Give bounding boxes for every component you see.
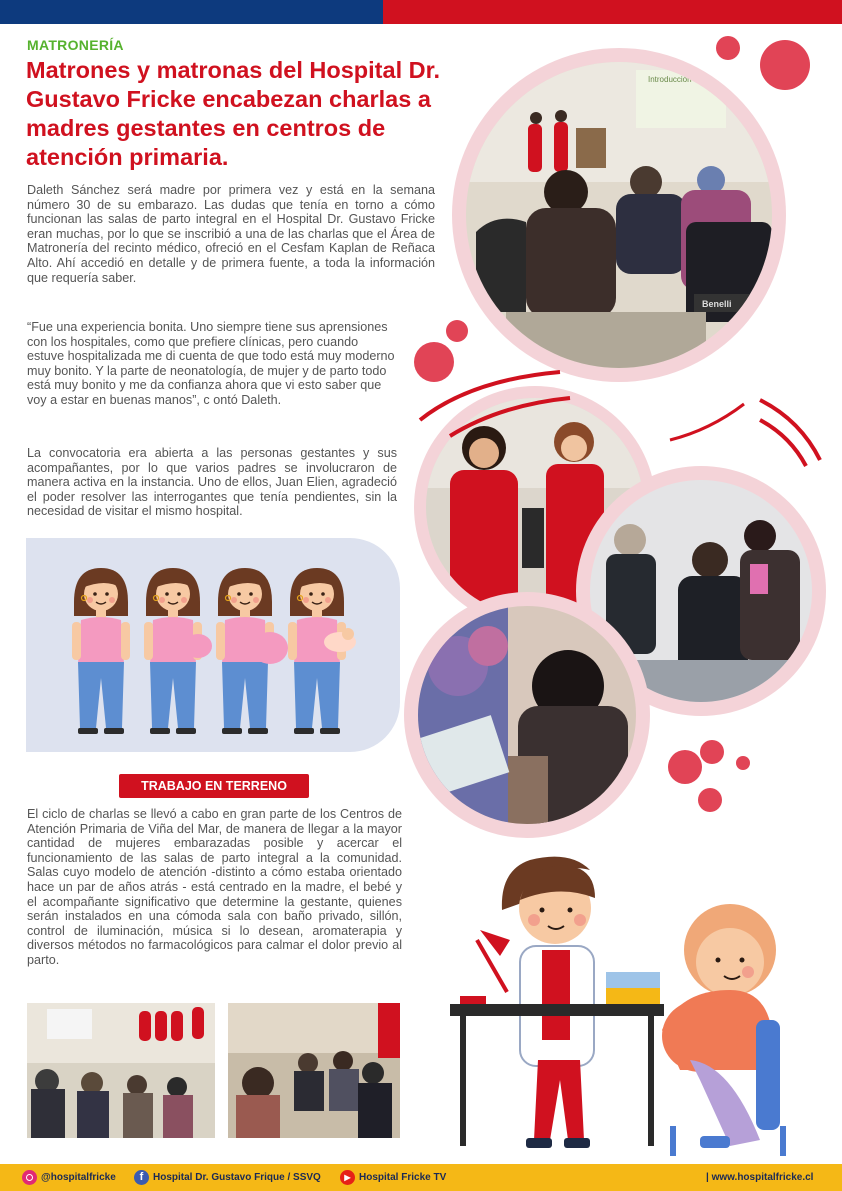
top-bar-blue [0, 0, 383, 24]
facebook-icon: f [134, 1170, 149, 1185]
youtube-icon: ▶ [340, 1170, 355, 1185]
footer-instagram-text: @hospitalfricke [41, 1172, 116, 1183]
paragraph-3: La convocatoria era abierta a las personas gestantes y sus acompañantes, por lo que varios padres se involucraron de manera activa en la instancia. Uno de ellos, Juan Elien, agradeció el poder resolver las interrogantes que tenía pendientes, sin la necesidad de visitar el mismo hospital. [27, 446, 397, 519]
footer-facebook-text: Hospital Dr. Gustavo Frique / SSVQ [153, 1172, 321, 1183]
instagram-icon [22, 1170, 37, 1185]
footer-website-text: | www.hospitalfricke.cl [706, 1172, 814, 1183]
headline: Matrones y matronas del Hospital Dr. Gustavo Fricke encabezan charlas a madres gestantes en centros de atención primaria. [26, 57, 440, 170]
paragraph-2-quote: “Fue una experiencia bonita. Uno siempre tiene sus aprensiones con los hospitales, como que prefiere clínicas, pero cuando estuve hospitalizada me di cuenta de que todo está muy moderno muy bonito. Y la parte de neonatología, de mujer y de parto todo está muy bonito y me da confianza ahora que vi esto saber que voy a estar en buenas manos”, c ontó Daleth. [27, 320, 395, 407]
decor-dot [668, 750, 702, 784]
decor-dot [736, 756, 750, 770]
section-label: MATRONERÍA [27, 37, 124, 53]
decor-dot [760, 40, 810, 90]
talk-photo-bottom-left [27, 1003, 215, 1138]
slide-text: Introducción [648, 75, 692, 84]
footer-instagram-link[interactable] [22, 1164, 116, 1191]
decor-dot [698, 788, 722, 812]
subheading-badge: TRABAJO EN TERRENO [119, 774, 309, 798]
woman-figure [72, 568, 130, 734]
photo-circle-talk-audience [466, 62, 772, 368]
footer-youtube-link[interactable] [340, 1164, 446, 1191]
top-bar-red [383, 0, 842, 24]
paragraph-1: Daleth Sánchez será madre por primera vez y está en la semana número 30 de su embarazo. Las dudas que tenía en torno a cómo funcionan las salas de parto integral en el Hospital Dr. Gustavo Fricke eran muchas, por lo que se inscribió a una de las charlas que el Área de Matronería del recinto médico, ofreció en el Cesfam Kaplan de Reñaca Alto. Ahí accedió en detalle y de primera fuente, a toda la información que requería saber. [27, 183, 435, 285]
footer-website-link[interactable] [706, 1164, 813, 1191]
decor-dot [446, 320, 468, 342]
footer-bar [0, 1164, 842, 1191]
pregnancy-stages-illustration [26, 538, 400, 752]
chair-text: Benelli [702, 299, 732, 309]
decor-dot [700, 740, 724, 764]
midwife-consultation-illustration [430, 840, 842, 1164]
decor-dot [716, 36, 740, 60]
talk-photo-bottom-right [228, 1003, 400, 1138]
footer-facebook-link[interactable] [134, 1164, 321, 1191]
decor-dot [414, 342, 454, 382]
photo-circle-mother [418, 606, 636, 824]
footer-youtube-text: Hospital Fricke TV [359, 1172, 447, 1183]
paragraph-4: El ciclo de charlas se llevó a cabo en gran parte de los Centros de Atención Primaria de Viña del Mar, de manera de llegar a la mayor cantidad de mujeres embarazadas posible y acercar el funcionamiento de las salas de parto integral a la comunidad. Salas cuyo modelo de atención -distinto a cómo estaba orientado hace un par de años atrás - está centrado en la madre, el bebé y el acompañante significativo que determine la gestante, quienes serán instalados en una cómoda sala con baño privado, sillón, control de iluminación, música si lo desean, aromaterapia y diversos métodos no farmacológicos para calmar el dolor previo al parto. [27, 807, 402, 967]
